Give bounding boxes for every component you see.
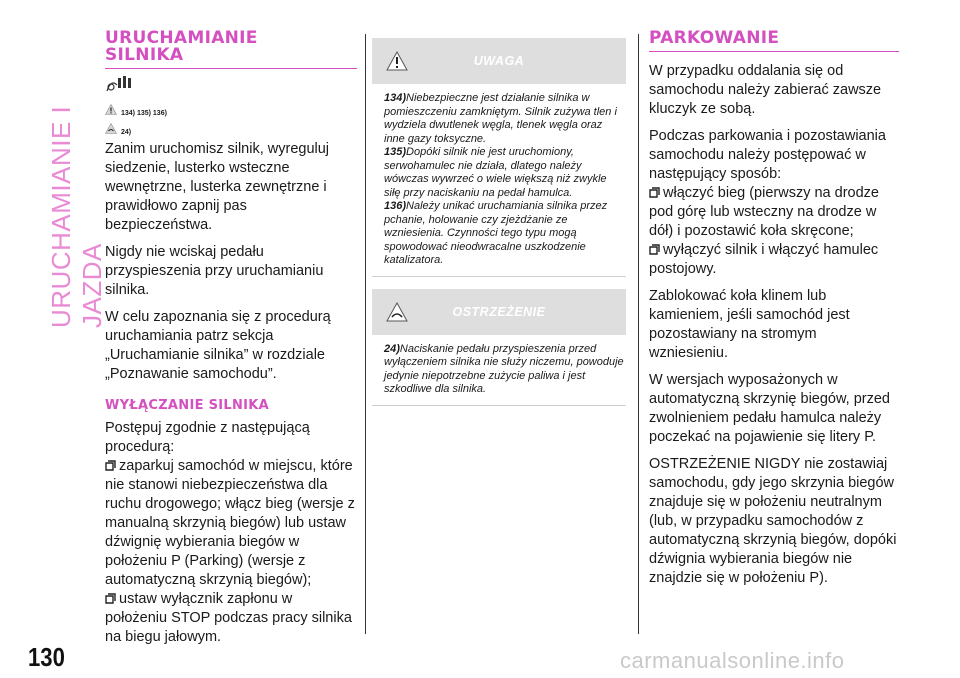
bullet-item: zaparkuj samochód w miejscu, które nie stanowi niebezpieczeństwa dla ruchu drogowego; włącz bieg (wersje z manualną skrzynią biegów) lub ustaw dźwignię wybierania biegów w położeniu P (Parking) (wersje z automatyczną skrzynią biegów);: [105, 458, 355, 588]
note-136: 136)Należy unikać uruchamiania silnika przez pchanie, holowanie czy zjeżdżanie ze wzniesienia. Czynności tego typu mogą spowodować nieodwracalne uszkodzenie katalizatora.: [384, 200, 608, 266]
bullet-icon: [649, 244, 660, 255]
caution-body: [372, 335, 626, 406]
title-line-1: URUCHAMIANIE: [105, 28, 258, 48]
warning-title: UWAGA: [473, 54, 525, 68]
caution-triangle-icon: [105, 123, 117, 134]
subsection-title-stopping-engine: WYŁĄCZANIE SILNIKA: [105, 398, 270, 413]
paragraph: Podczas parkowania i pozostawiania samochodu należy postępować w następujący sposób:: [649, 128, 886, 182]
title-line-2: SILNIKA: [105, 45, 184, 65]
bullet-icon: [105, 593, 116, 604]
column-starting-engine: [105, 30, 357, 655]
column-divider: [638, 34, 639, 634]
paragraph: Zanim uruchomisz silnik, wyreguluj siedzenie, lusterko wsteczne wewnętrzne, lusterka zewnętrzne i prawidłowo zapnij pas bezpieczeństwa.: [105, 141, 330, 233]
caution-title: OSTRZEŻENIE: [452, 304, 546, 319]
bullet-item: wyłączyć silnik i włączyć hamulec postojowy.: [649, 242, 879, 277]
bullet-icon: [649, 187, 660, 198]
warning-header: [372, 38, 626, 84]
paragraph: Postępuj zgodnie z następującą procedurą:: [105, 420, 310, 455]
bullet-icon: [105, 460, 116, 471]
watermark: carmanualsonline.info: [620, 648, 845, 673]
paragraph: Zablokować koła klinem lub kamieniem, jeśli samochód jest pozostawiany na stromym wzniesieniu.: [649, 288, 850, 361]
chapter-side-title: URUCHAMIANIE I JAZDA: [46, 105, 107, 328]
paragraph: Nigdy nie wciskaj pedału przyspieszenia przy uruchamianiu silnika.: [105, 244, 324, 298]
bullet-item: ustaw wyłącznik zapłonu w położeniu STOP podczas pracy silnika na biegu jałowym.: [105, 591, 352, 645]
note-134: 134)Niebezpieczne jest działanie silnika w pomieszczeniu zamkniętym. Silnik zużywa tlen i wydziela dwutlenek węgla, tlenek węgla oraz inne gazy toksyczne.: [384, 92, 617, 145]
page-number: 130: [28, 642, 65, 672]
paragraph: OSTRZEŻENIE NIGDY nie zostawiaj samochodu, gdy jego skrzynia biegów znajduje się w położeniu neutralnym (lub, w przypadku samochodów z automatyczną skrzynią biegów, dopóki dźwignia wybierania biegów nie znajdzie się w położeniu P).: [649, 456, 897, 586]
column-notes: [372, 38, 626, 406]
note-24: 24)Naciskanie pedału przyspieszenia przed wyłączeniem silnika nie służy niczemu, powoduje jedynie niepotrzebne zużycie paliwa i jest szkodliwe dla silnika.: [384, 342, 624, 395]
warning-body: [372, 84, 626, 277]
warning-references: 134) 135) 136): [121, 110, 167, 117]
section-title-parking: PARKOWANIE: [649, 30, 899, 52]
paragraph: W przypadku oddalania się od samochodu należy zabierać zawsze kluczyk ze sobą.: [649, 63, 882, 117]
paragraph: W wersjach wyposażonych w automatyczną skrzynię biegów, przed zwolnieniem pedału hamulca należy poczekać na pojawienie się litery P.: [649, 372, 890, 445]
column-parking: [649, 30, 899, 596]
note-135: 135)Dopóki silnik nie jest uruchomiony, serwohamulec nie działa, dlatego należy wówczas wywrzeć o wiele większą niż zwykle siłę przy naciskaniu na pedał hamulca.: [384, 146, 607, 199]
section-title-starting-engine: [105, 30, 357, 69]
key-ignition-icon: [105, 75, 357, 98]
caution-references: 24): [121, 129, 132, 136]
warning-triangle-icon: [105, 104, 117, 115]
caution-header: [372, 289, 626, 335]
column-divider: [365, 34, 366, 634]
paragraph: W celu zapoznania się z procedurą uruchamiania patrz sekcja „Uruchamianie silnika” w rozdziale „Poznawanie samochodu”.: [105, 309, 331, 382]
bullet-item: włączyć bieg (pierwszy na drodze pod górę lub wsteczny na drodze w dół) i pozostawić koła skręcone;: [649, 185, 879, 239]
